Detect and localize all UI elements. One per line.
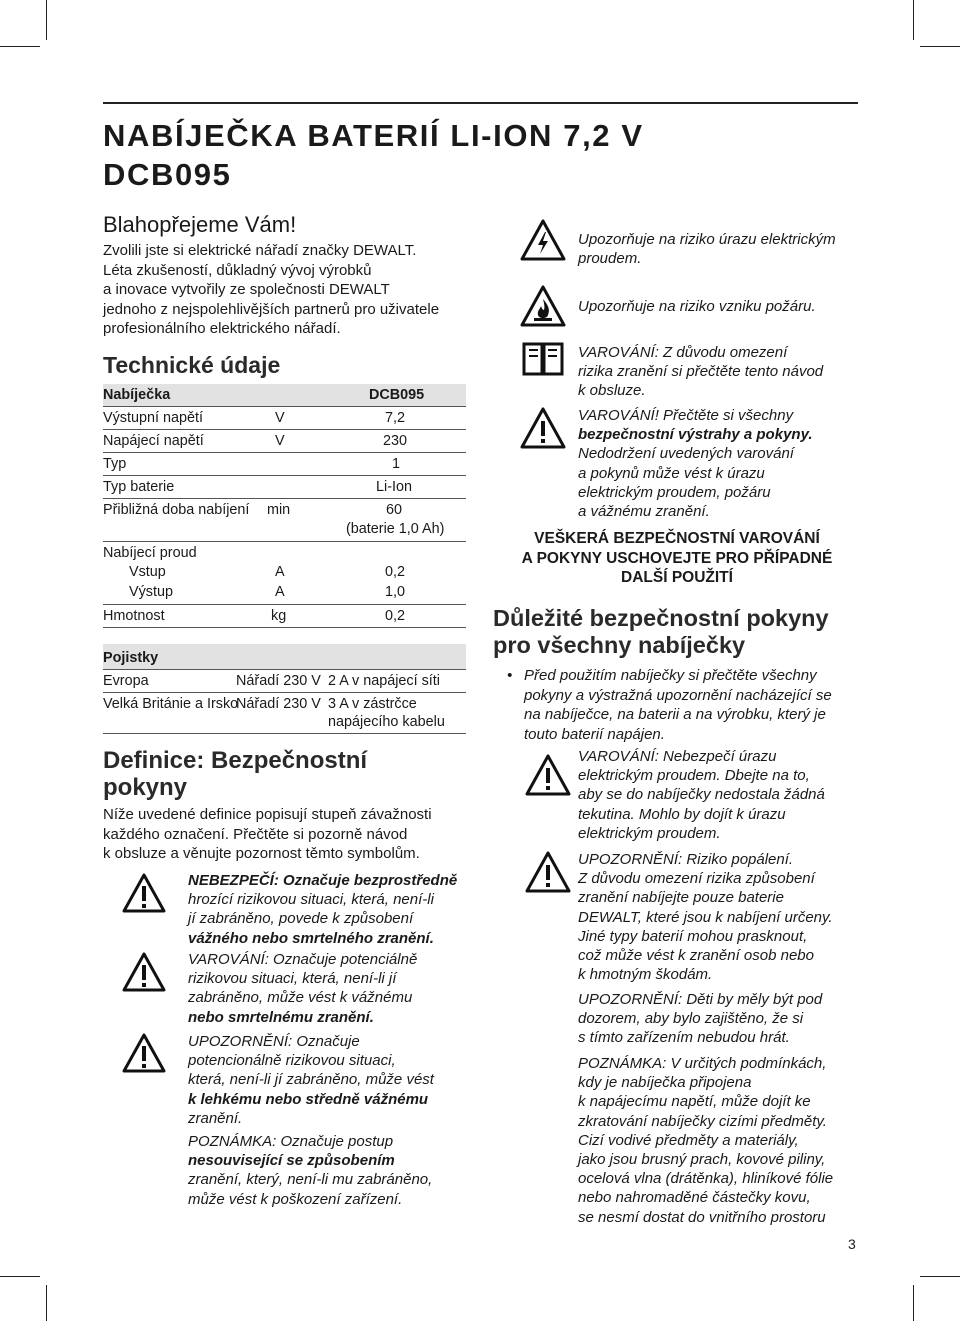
shock-warning: VAROVÁNÍ: Nebezpečí úrazu elektrickým proudem. Dbejte na to, aby se do nabíječky nedostala žádná tekutina. Mohlo by dojít k úrazu elektrickým proudem. bbox=[578, 748, 825, 842]
intro-line: každého označení. Přečtěte si pozorně návod bbox=[103, 825, 408, 843]
spec-label: Nabíjecí proud bbox=[103, 545, 197, 561]
top-rule bbox=[103, 102, 858, 104]
spec-row bbox=[103, 476, 466, 499]
spec-value: 1,0 bbox=[385, 584, 406, 600]
fuse-row bbox=[103, 693, 466, 734]
congrats-line: Léta zkušeností, důkladný vývoj výrobků bbox=[103, 261, 372, 279]
danger-warning-icon bbox=[121, 872, 167, 914]
save-instructions: VEŠKERÁ BEZPEČNOSTNÍ VAROVÁNÍ A POKYNY USCHOVEJTE PRO PŘÍPADNÉ DALŠÍ POUŽITÍ bbox=[521, 530, 833, 586]
read-manual-icon bbox=[521, 338, 565, 378]
spec-note: (baterie 1,0 Ah) bbox=[346, 521, 445, 537]
crop-mark bbox=[0, 46, 40, 47]
page-number: 3 bbox=[848, 1236, 856, 1252]
crop-mark bbox=[920, 46, 960, 47]
fire-icon bbox=[519, 284, 567, 328]
spec-label: Napájecí napětí bbox=[103, 433, 204, 449]
caution-definition: UPOZORNĚNÍ: Označuje potencionálně rizikovou situaci, která, není-li jí zabráněno, může vést k lehkému nebo středně vážnému zranění. bbox=[188, 1033, 434, 1127]
spec-unit: kg bbox=[271, 608, 287, 624]
definitions-heading: Definice: Bezpečnostní pokyny bbox=[103, 747, 368, 801]
spec-label: Typ bbox=[103, 456, 127, 472]
spec-value: 0,2 bbox=[385, 608, 406, 624]
congrats-line: jednoho z nejspolehlivějších partnerů pro uživatele bbox=[103, 300, 440, 318]
shock-note: Upozorňuje na riziko úrazu elektrickým proudem. bbox=[578, 231, 836, 268]
fuse-region: Evropa bbox=[103, 673, 149, 689]
crop-mark bbox=[913, 0, 914, 40]
spec-unit: A bbox=[275, 584, 285, 600]
notice-definition: POZNÁMKA: Označuje postup nesouvisející se způsobením zranění, který, není-li mu zabráněno, může vést k poškození zařízení. bbox=[188, 1133, 433, 1208]
danger-definition: NEBEZPEČÍ: Označuje bezprostředně hrozící rizikovou situaci, která, není-li jí zabráněno, povede k způsobení vážného nebo smrtelného zranění. bbox=[188, 872, 458, 947]
intro-line: k obsluze a věnujte pozornost těmto symbolům. bbox=[103, 845, 420, 862]
page-title: NABÍJEČKA BATERIÍ LI-ION 7,2 V DCB095 bbox=[103, 118, 644, 192]
fuse-value: 2 A v napájecí síti bbox=[328, 673, 440, 689]
spec-unit: A bbox=[275, 564, 285, 580]
fuse-value: 3 A v zástrčce bbox=[328, 696, 417, 712]
spec-value: 230 bbox=[383, 433, 408, 449]
spec-label: Přibližná doba nabíjení bbox=[103, 502, 250, 518]
spec-label: Výstup bbox=[129, 584, 173, 600]
spec-row bbox=[103, 499, 466, 542]
manual-note: VAROVÁNÍ: Z důvodu omezení rizika zranění si přečtěte tento návod k obsluze. bbox=[578, 344, 824, 400]
bullet-dot: • bbox=[507, 667, 513, 684]
warning-icon bbox=[524, 753, 572, 797]
bullet-text: Před použitím nabíječky si přečtěte všechny pokyny a výstražná upozornění nacházející se na nabíječce, na baterii a na výrobku, který je touto baterií napájen. bbox=[524, 667, 832, 743]
tech-heading: Technické údaje bbox=[103, 352, 281, 378]
spec-value: 60 bbox=[386, 502, 403, 518]
spec-value: 7,2 bbox=[385, 410, 406, 426]
fuse-value: napájecího kabelu bbox=[328, 714, 445, 730]
fuse-region: Velká Británie a Irsko bbox=[103, 696, 239, 712]
spec-label: Typ baterie bbox=[103, 479, 175, 495]
spec-label: Výstupní napětí bbox=[103, 410, 204, 426]
read-all-note: VAROVÁNÍ! Přečtěte si všechny bezpečnostní výstrahy a pokyny. Nedodržení uvedených varování a pokynů může vést k úrazu elektrickým proudem, požáru a vážnému zranění. bbox=[578, 407, 813, 521]
spec-header-label: Nabíječka bbox=[103, 387, 171, 403]
spec-label: Hmotnost bbox=[103, 608, 165, 624]
spec-unit: V bbox=[275, 410, 285, 426]
spec-row bbox=[103, 453, 466, 476]
electric-shock-icon bbox=[519, 218, 567, 262]
spec-unit: min bbox=[267, 502, 291, 518]
spec-label: Vstup bbox=[129, 564, 166, 580]
congrats-line: Zvolili jste si elektrické nářadí značky DEWALT. bbox=[103, 242, 417, 259]
fuse-tool: Nářadí 230 V bbox=[236, 696, 321, 712]
fuse-tool: Nářadí 230 V bbox=[236, 673, 321, 689]
fuse-heading: Pojistky bbox=[103, 650, 159, 666]
caution-icon bbox=[524, 850, 572, 894]
spec-value: 0,2 bbox=[385, 564, 406, 580]
spec-table bbox=[103, 384, 466, 628]
spec-header-model: DCB095 bbox=[369, 387, 425, 403]
spec-row-current bbox=[103, 542, 466, 605]
children-caution: UPOZORNĚNÍ: Děti by měly být pod dozorem, aby bylo zajištěno, že si s tímto zařízením nebudou hrát. bbox=[578, 991, 823, 1047]
fuse-header bbox=[103, 644, 466, 670]
spec-row bbox=[103, 430, 466, 453]
intro-line: Níže uvedené definice popisují stupeň závažnosti bbox=[103, 806, 432, 823]
fuse-table bbox=[103, 644, 466, 734]
congrats-line: profesionálního elektrického nářadí. bbox=[103, 320, 341, 337]
crop-mark bbox=[920, 1276, 960, 1277]
fire-note: Upozorňuje na riziko vzniku požáru. bbox=[578, 298, 816, 315]
spec-unit: V bbox=[275, 433, 285, 449]
warning-definition: VAROVÁNÍ: Označuje potenciálně rizikovou situaci, která, není-li jí zabráněno, může vést k vážnému nebo smrtelnému zranění. bbox=[188, 951, 418, 1026]
warning-icon bbox=[519, 406, 567, 450]
congrats-section bbox=[103, 212, 483, 339]
crop-mark bbox=[46, 0, 47, 40]
congrats-heading: Blahopřejeme Vám! bbox=[103, 212, 297, 237]
crop-mark bbox=[913, 1285, 914, 1321]
definitions-intro bbox=[103, 805, 473, 864]
crop-mark bbox=[46, 1285, 47, 1321]
spec-row bbox=[103, 407, 466, 430]
important-heading: Důležité bezpečnostní pokyny pro všechny nabíječky bbox=[493, 605, 829, 658]
spec-value: 1 bbox=[392, 456, 401, 472]
crop-mark bbox=[0, 1276, 40, 1277]
burn-caution: UPOZORNĚNÍ: Riziko popálení. Z důvodu omezení rizika způsobení zranění nabíjejte pouze baterie DEWALT, které jsou k nabíjení určeny. Jiné typy baterií mohou prasknout, což může vést k zranění osob nebo k hmotným škodám. bbox=[578, 851, 833, 984]
caution-icon bbox=[121, 1032, 167, 1074]
short-circuit-notice: POZNÁMKA: V určitých podmínkách, kdy je nabíječka připojena k napájecímu napětí, může dojít ke zkratování nabíječky cizími předměty. Cizí vodivé předměty a materiály, jako jsou brusný prach, kovové piliny, ocelová vlna (drátěnka), hliníkové fólie nebo nahromaděné částečky kovu, se nesmí dostat do vnitřního prostoru bbox=[578, 1055, 834, 1226]
warning-icon bbox=[121, 951, 167, 993]
spec-row bbox=[103, 605, 466, 628]
fuse-row bbox=[103, 670, 466, 693]
spec-value: Li-Ion bbox=[376, 479, 412, 495]
congrats-line: a inovace vytvořily ze společnosti DEWALT bbox=[103, 281, 390, 298]
spec-header bbox=[103, 384, 466, 407]
